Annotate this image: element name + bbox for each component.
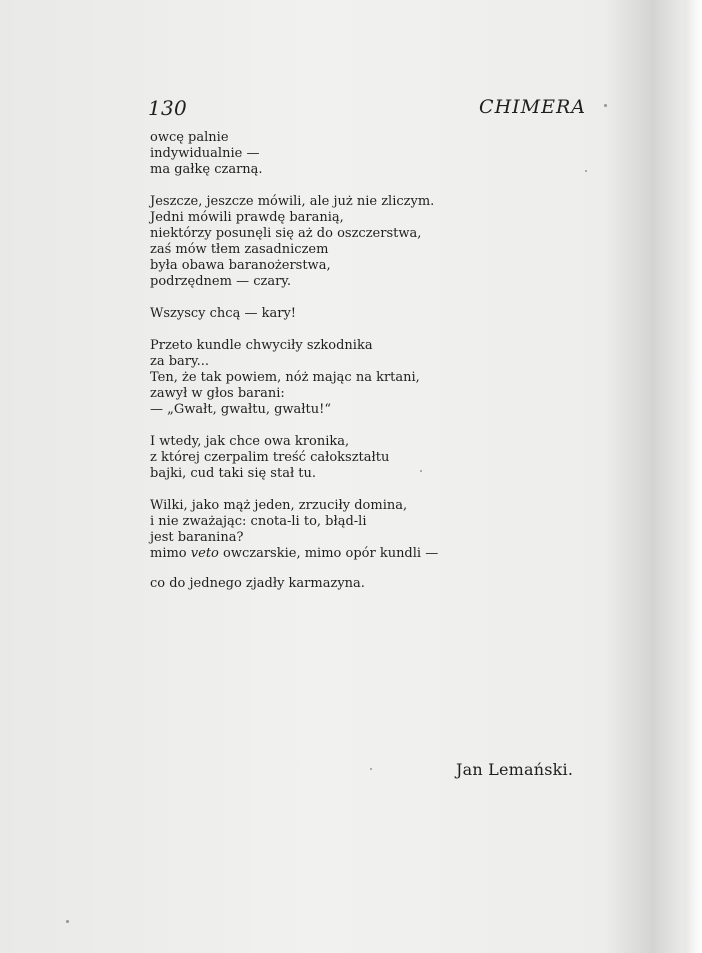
poem-line-prefix: mimo — [150, 546, 191, 561]
poem-line: zawył w głos barani: — [150, 386, 285, 401]
poem-line: Ten, że tak powiem, nóż mając na krtani, — [150, 370, 420, 385]
italic-word-veto: veto — [190, 546, 219, 561]
poem-line: Wszyscy chcą — kary! — [150, 306, 297, 321]
ink-speck — [604, 104, 607, 107]
page-number: 130 — [148, 96, 188, 120]
poem-line: Jedni mówili prawdę baranią, — [150, 210, 344, 225]
poem-line: niektórzy posunęli się aż do oszczerstwa, — [150, 226, 422, 241]
poem-line-suffix: owczarskie, mimo opór kundli — — [218, 546, 439, 561]
journal-title: CHIMERA — [479, 96, 586, 118]
poem-line: indywidualnie — — [150, 146, 260, 161]
poem-line: owcę palnie — [150, 130, 229, 145]
poem-line: Jeszcze, jeszcze mówili, ale już nie zliczym. — [150, 194, 435, 209]
poem-line: ma gałkę czarną. — [150, 162, 263, 177]
poem-line: Wilki, jako mąż jeden, zrzuciły domina, — [150, 498, 408, 513]
poem-line: Przeto kundle chwyciły szkodnika — [150, 338, 373, 353]
ink-speck — [420, 470, 422, 472]
poem-line-with-italic — [150, 546, 470, 562]
poem-line: — „Gwałt, gwałtu, gwałtu!“ — [150, 402, 331, 417]
author-signature: Jan Lemański. — [456, 760, 574, 779]
ink-speck — [370, 768, 372, 770]
poem-text — [150, 130, 470, 592]
ink-speck — [66, 920, 69, 923]
poem-line: za bary... — [150, 354, 210, 369]
page-edge-shadow — [684, 0, 702, 953]
poem-line: co do jednego zjadły karmazyna. — [150, 576, 365, 591]
poem-line: podrzędnem — czary. — [150, 274, 292, 289]
poem-line: i nie zważając: cnota-li to, błąd-li — [150, 514, 367, 529]
poem-line: była obawa baranożerstwa, — [150, 258, 331, 273]
poem-line: zaś mów tłem zasadniczem — [150, 242, 329, 257]
poem-line: I wtedy, jak chce owa kronika, — [150, 434, 350, 449]
poem-line: bajki, cud taki się stał tu. — [150, 466, 317, 481]
poem-line: jest baranina? — [150, 530, 244, 545]
poem-line: z której czerpalim treść całokształtu — [150, 450, 390, 465]
page-header — [148, 96, 586, 122]
ink-speck — [585, 170, 587, 172]
